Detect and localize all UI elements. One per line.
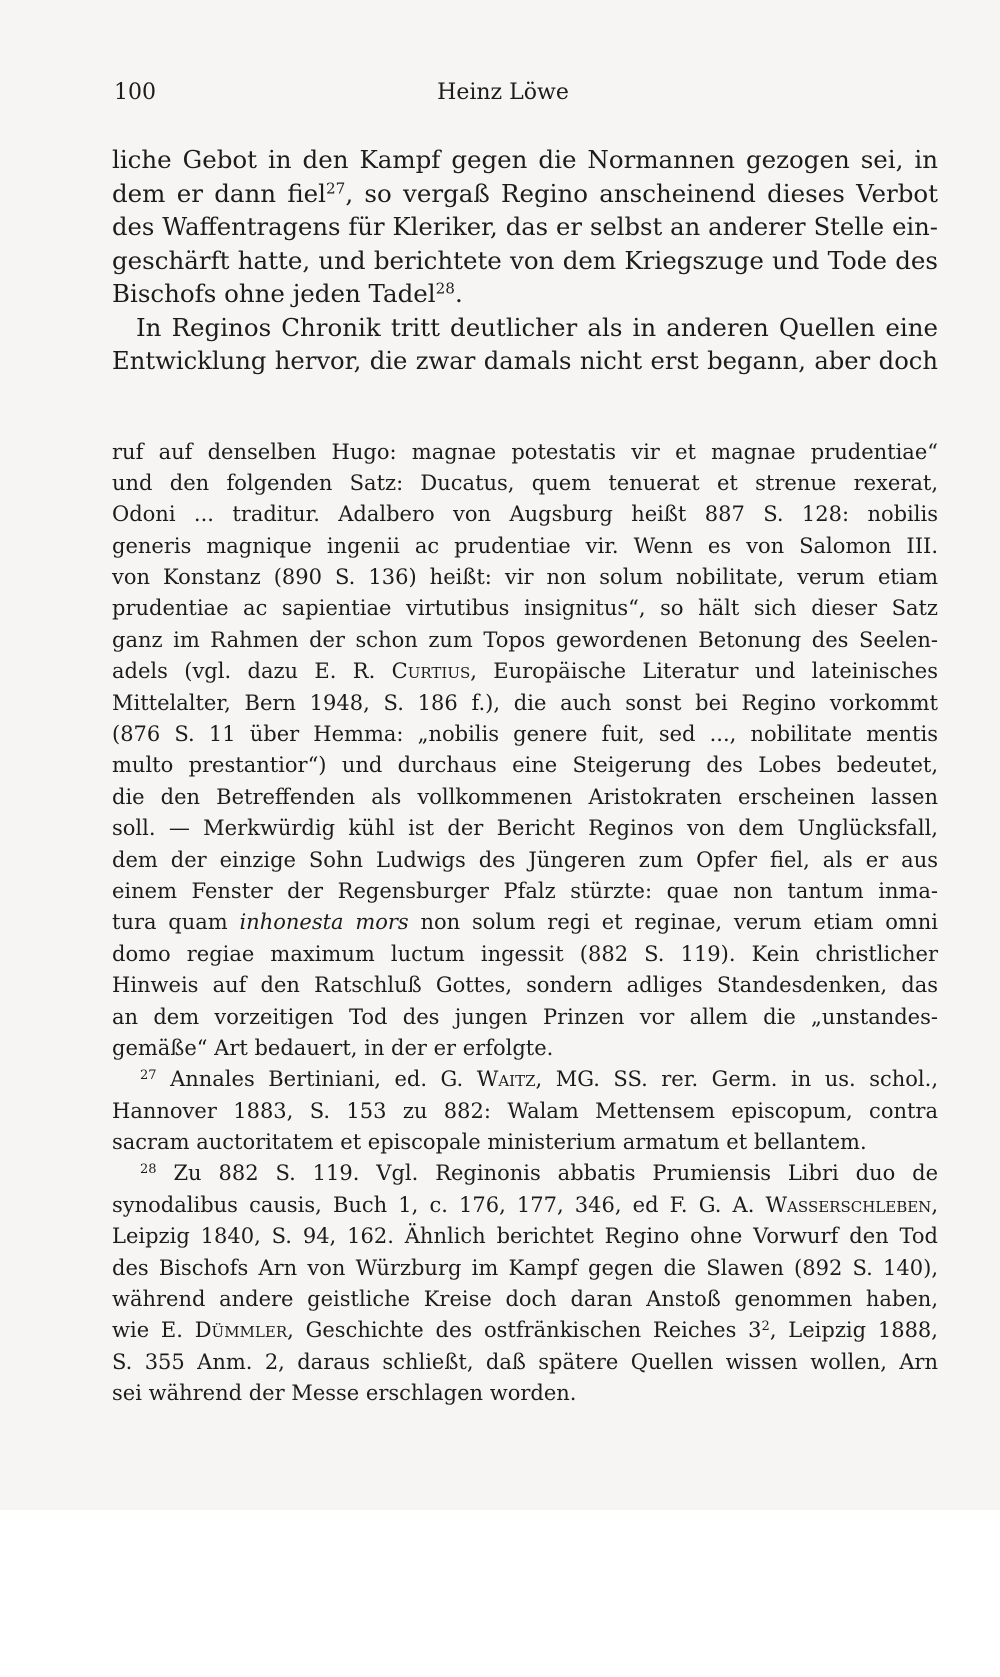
note-line: Mittelalter, Bern 1948, S. 186 f.), die auch sonst bei Regino vorkommt	[112, 690, 938, 715]
note-line: tura quam inhonesta mors non solum regi et reginae, verum etiam omni	[112, 910, 938, 935]
edition-superscript: 2	[761, 1319, 770, 1335]
footnote-number: 27	[140, 1068, 157, 1084]
author-name: Wasserschleben	[765, 1192, 932, 1217]
footnote-ref-28: 28	[435, 279, 455, 298]
note-line: die den Betreffenden als vollkommenen Aristokraten erscheinen lassen	[112, 784, 938, 809]
note-line: generis magnique ingenii ac prudentiae vir. Wenn es von Salomon III.	[112, 533, 938, 558]
footnote-27	[112, 1064, 938, 1158]
note-line: dem der einzige Sohn Ludwigs des Jüngeren zum Opfer fiel, als er aus	[112, 847, 938, 872]
note-line: soll. — Merkwürdig kühl ist der Bericht Reginos von dem Unglücksfall,	[112, 816, 938, 841]
note-line: Leipzig 1840, S. 94, 162. Ähnlich berichtet Regino ohne Vorwurf den Tod	[112, 1224, 938, 1249]
note-line: multo prestantior“) und durchaus eine Steigerung des Lobes bedeutet,	[112, 753, 938, 778]
note-line: Odoni ... traditur. Adalbero von Augsburg heißt 887 S. 128: nobilis	[112, 502, 938, 527]
note-line: gemäße“ Art bedauert, in der er erfolgte.	[112, 1035, 554, 1060]
note-line: wie E. Dümmler, Geschichte des ostfränkischen Reiches $3^2$, Leipzig 1888,	[112, 1318, 938, 1343]
note-line: einem Fenster der Regensburger Pfalz stürzte: quae non tantum inma-	[112, 878, 938, 903]
note-line: sei während der Messe erschlagen worden.	[112, 1381, 577, 1406]
page-number: 100	[114, 80, 156, 105]
text-line: Bischofs ohne jeden Tadel$^{28}$.	[112, 279, 463, 308]
text-line: In Reginos Chronik tritt deutlicher als in anderen Quellen eine	[136, 312, 938, 342]
note-line: adels (vgl. dazu E. R. Curtius, Europäische Literatur und lateinisches	[112, 659, 938, 684]
footnote-28	[112, 1158, 938, 1409]
note-line: $^{28}$ Zu 882 S. 119. Vgl. Reginonis abbatis Prumiensis Libri duo de	[140, 1161, 938, 1186]
note-line: prudentiae ac sapientiae virtutibus insignitus“, so hält sich dieser Satz	[112, 596, 938, 621]
text-line: dem er dann fiel$^{27}$, so vergaß Regino anscheinend dieses Verbot	[112, 178, 939, 208]
note-line: synodalibus causis, Buch 1, c. 176, 177, 346, ed F. G. A. Wasserschleben,	[112, 1192, 938, 1217]
note-line: und den folgenden Satz: Ducatus, quem tenuerat et strenue rexerat,	[112, 470, 938, 495]
note-line: ganz im Rahmen der schon zum Topos gewordenen Betonung des Seelen-	[112, 627, 938, 652]
footnote-number: 28	[140, 1162, 157, 1178]
note-line: ruf auf denselben Hugo: magnae potestatis vir et magnae prudentiae“	[112, 439, 938, 464]
italic-phrase: inhonesta mors	[239, 910, 409, 935]
text-line: Entwicklung hervor, die zwar damals nicht erst begann, aber doch	[112, 346, 938, 375]
footnote-ref-27: 27	[326, 179, 346, 198]
page-bottom-margin	[0, 1510, 1000, 1677]
note-line: von Konstanz (890 S. 136) heißt: vir non solum nobilitate, verum etiam	[112, 565, 938, 590]
note-line: S. 355 Anm. 2, daraus schließt, daß spätere Quellen wissen wollen, Arn	[112, 1349, 938, 1374]
footnote-continued	[112, 437, 938, 1065]
note-line: sacram auctoritatem et episcopale ministerium armatum et bellantem.	[112, 1130, 867, 1155]
author-name: Curtius	[391, 659, 471, 684]
page-content	[112, 143, 938, 1410]
text-line: liche Gebot in den Kampf gegen die Normannen gezogen sei, in	[112, 145, 938, 174]
running-head: Heinz Löwe	[437, 80, 569, 105]
text-line: geschärft hatte, und berichtete von dem Kriegszuge und Tode des	[112, 245, 938, 275]
page-header	[114, 78, 892, 108]
note-line: $^{27}$ Annales Bertiniani, ed. G. Waitz, MG. SS. rer. Germ. in us. schol.,	[140, 1067, 938, 1092]
note-line: Hannover 1883, S. 153 zu 882: Walam Mettensem episcopum, contra	[112, 1098, 938, 1123]
note-line: des Bischofs Arn von Würzburg im Kampf gegen die Slawen (892 S. 140),	[112, 1255, 938, 1280]
note-line: während andere geistliche Kreise doch daran Anstoß genommen haben,	[112, 1287, 938, 1312]
note-line: an dem vorzeitigen Tod des jungen Prinzen vor allem die „unstandes-	[112, 1004, 938, 1029]
author-name: Dümmler	[194, 1318, 288, 1343]
note-line: (876 S. 11 über Hemma: „nobilis genere fuit, sed ..., nobilitate mentis	[112, 722, 938, 747]
author-name: Waitz	[476, 1067, 536, 1092]
text-line: des Waffentragens für Kleriker, das er selbst an anderer Stelle ein-	[112, 212, 938, 241]
main-text	[112, 143, 938, 378]
note-line: domo regiae maximum luctum ingessit (882 S. 119). Kein christlicher	[112, 941, 938, 966]
note-line: Hinweis auf den Ratschluß Gottes, sondern adliges Standesdenken, das	[112, 973, 938, 998]
